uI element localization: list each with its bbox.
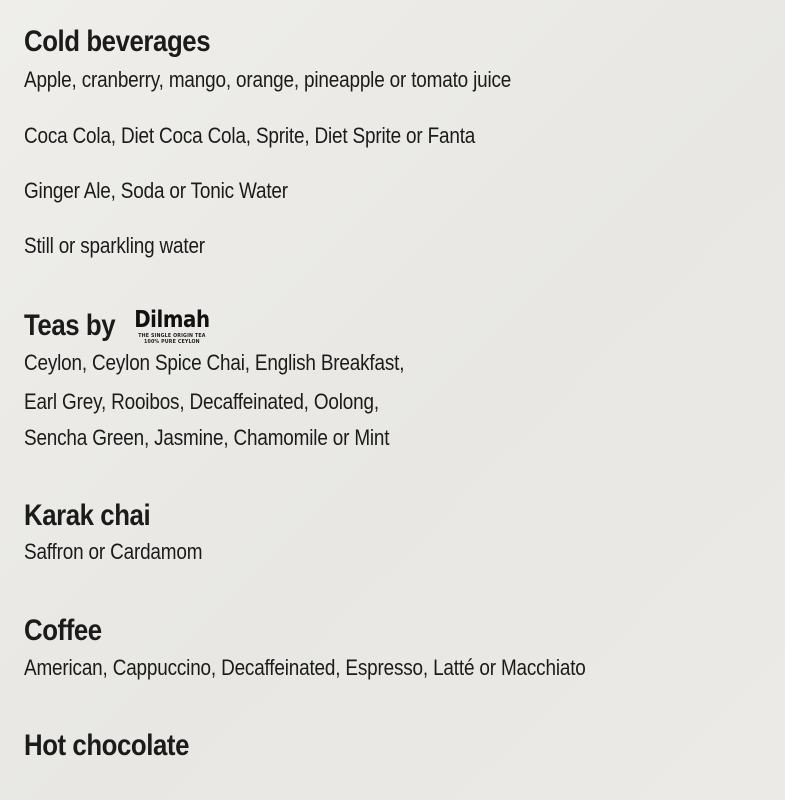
- section-coffee: [24, 615, 765, 647]
- cold-item: [24, 123, 765, 149]
- dilmah-logo: [131, 307, 214, 345]
- brand-subtagline: 100% PURE CEYLON: [144, 339, 200, 345]
- tea-line-3: Sencha Green, Jasmine, Chamomile or Mint: [24, 425, 390, 450]
- menu-item-water: Still or sparkling water: [24, 233, 205, 258]
- karak-item: [24, 539, 765, 565]
- heading-cold-beverages: Cold beverages: [24, 25, 211, 58]
- menu-item-coffee: American, Cappuccino, Decaffeinated, Espresso, Latté or Macchiato: [24, 655, 586, 680]
- teas-line: [24, 425, 765, 451]
- menu-item-juices: Apple, cranberry, mango, orange, pineapple or tomato juice: [24, 67, 512, 92]
- menu-item-karak: Saffron or Cardamom: [24, 539, 203, 564]
- heading-karak-chai: Karak chai: [24, 499, 151, 532]
- brand-name: Dilmah: [134, 307, 210, 333]
- section-cold-beverages: [24, 26, 765, 58]
- coffee-item: [24, 655, 765, 681]
- heading-hot-chocolate: Hot chocolate: [24, 729, 189, 762]
- tea-line-2: Earl Grey, Rooibos, Decaffeinated, Oolong,: [24, 389, 379, 414]
- section-karak-chai: [24, 500, 765, 532]
- cold-item: [24, 67, 765, 93]
- teas-line: [24, 389, 765, 415]
- section-hot-chocolate: [24, 730, 765, 762]
- cold-item: [24, 178, 765, 204]
- teas-line: [24, 350, 765, 376]
- menu-item-mixers: Ginger Ale, Soda or Tonic Water: [24, 178, 288, 203]
- cold-item: [24, 233, 765, 259]
- brand-tagline: THE SINGLE ORIGIN TEA: [138, 333, 206, 339]
- tea-line-1: Ceylon, Ceylon Spice Chai, English Breakfast,: [24, 350, 405, 375]
- heading-teas-label: Teas by: [24, 309, 116, 342]
- section-teas: [24, 307, 765, 345]
- menu-item-sodas: Coca Cola, Diet Coca Cola, Sprite, Diet Sprite or Fanta: [24, 123, 476, 148]
- heading-teas: [24, 307, 661, 345]
- heading-coffee: Coffee: [24, 614, 102, 647]
